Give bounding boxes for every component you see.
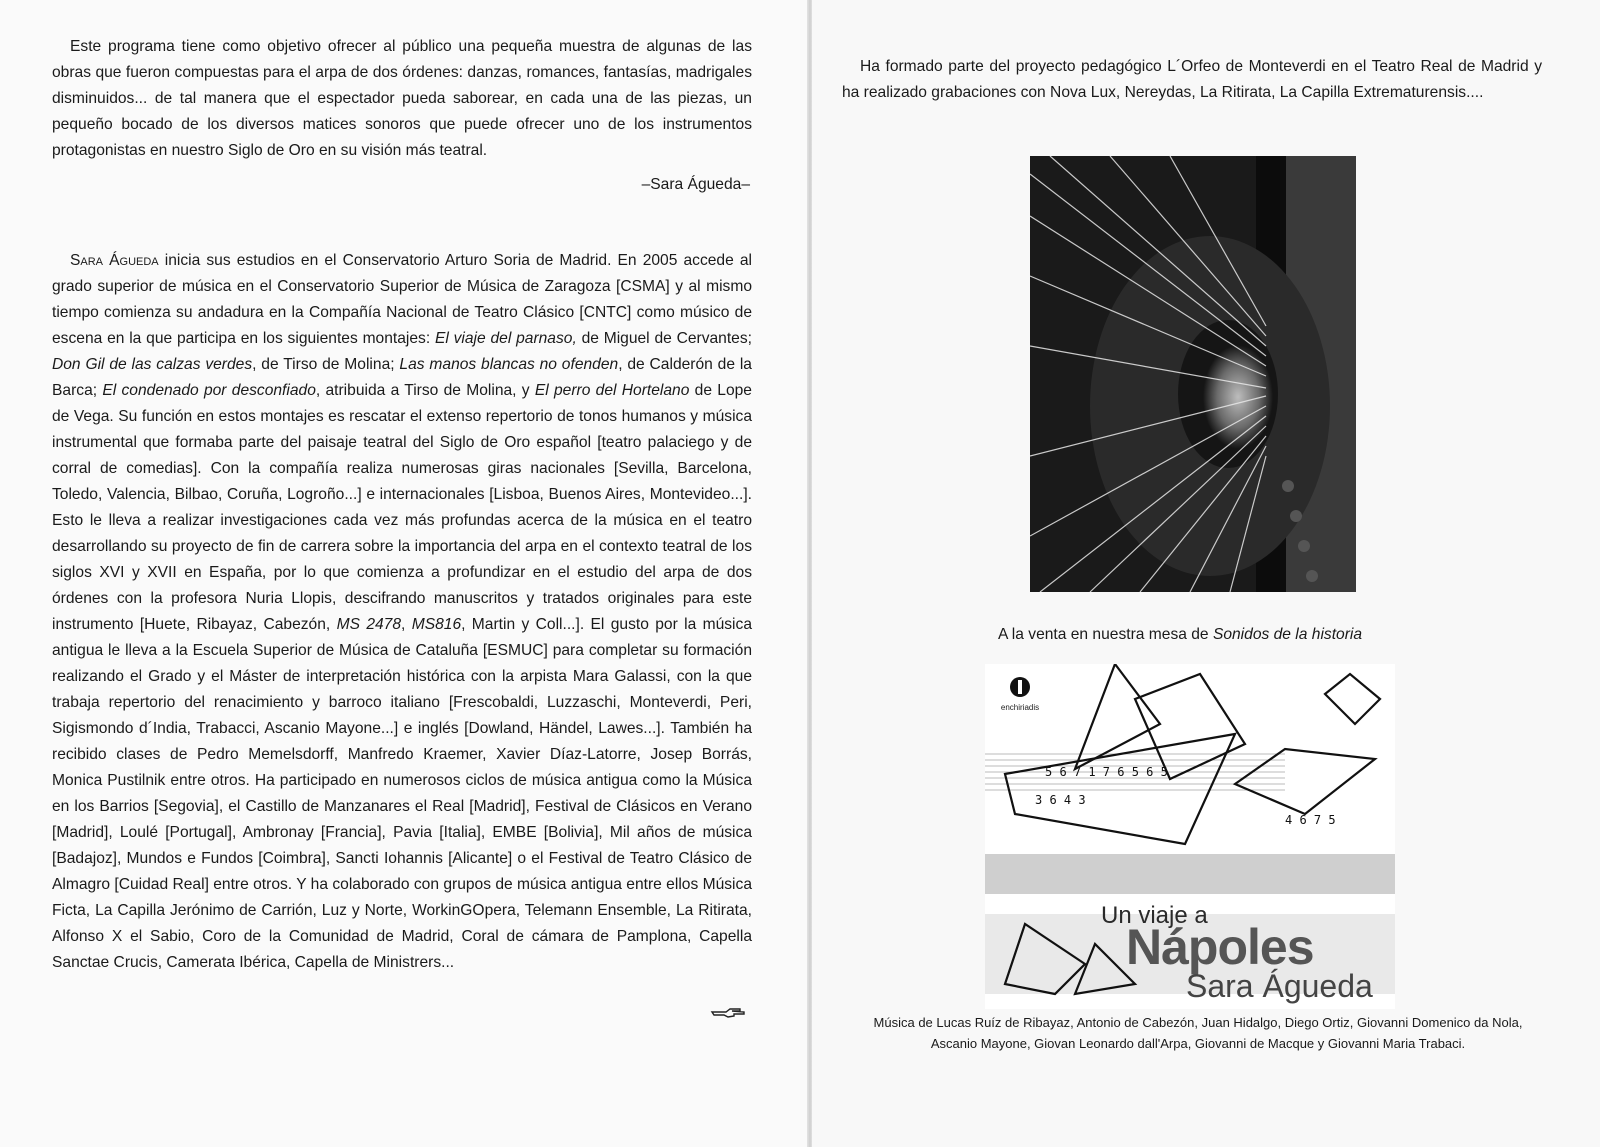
bio-segment: El perro del Hortelano bbox=[534, 382, 690, 399]
right-paragraph: Ha formado parte del proyecto pedagógico L´Orfeo de Monteverdi en el Teatro Real de Madrid y ha realizado grabaciones con Nova Lux, Nereydas, La Ritirata, La Capilla Extrematurensis.... bbox=[842, 58, 1542, 101]
signature: –Sara Águeda– bbox=[641, 176, 750, 193]
album-title-line1: Un viaje a bbox=[1101, 902, 1208, 929]
bio-segment: inicia sus estudios en el Conservatorio Arturo Soria de Madrid. En 2005 accede al grado superior de música en el Conservatorio Superior de Música de Zaragoza [CSMA] y al mismo tiempo comienza su andadura en la Compañía Nacional de Teatro Clásico [CNTC] como músico de escena en la que participa en los siguientes montajes: bbox=[52, 252, 752, 347]
bio-segment: de Lope de Vega. Su función en estos montajes es rescatar el extenso repertorio de tonos humanos y música instrumental que formaba parte del paisaje teatral del Siglo de Oro español [teatro palaciego y de corral de comedias]. Con la compañía realiza numerosas giras nacionales [Sevilla, Barcelona, Toledo, Valencia, Bilbao, Coruña, Logroño...] e internacionales [Lisboa, Buenos Aires, Montevideo...]. Esto le lleva a realizar investigaciones cada vez más profundas acerca de la música en el teatro desarrollando su proyecto de fin de carrera sobre la importancia del arpa en el contexto teatral de los siglos XVI y XVII en España, por lo que comienza a profundizar en el estudio del arpa de dos órdenes con la profesora Nuria Llopis, descifrando manuscritos y tratados originales para este instrumento [Huete, Ribayaz, Cabezón, bbox=[52, 382, 752, 633]
bio-segment: MS816 bbox=[411, 616, 462, 633]
bio-segment: El viaje del parnaso, bbox=[434, 330, 577, 347]
bio-segment: , de Tirso de Molina; bbox=[252, 356, 400, 373]
caption-text: A la venta en nuestra mesa de bbox=[997, 626, 1213, 643]
svg-text:3 6 4 3: 3 6 4 3 bbox=[1035, 793, 1086, 807]
bio-segment: Las manos blancas no ofenden bbox=[399, 356, 619, 373]
bio-segment: , atribuida a Tirso de Molina, y bbox=[315, 382, 535, 399]
caption-store-name: Sonidos de la historia bbox=[1212, 626, 1363, 643]
bio-segment: Don Gil de las calzas verdes bbox=[52, 356, 253, 373]
label-name: enchiriadis bbox=[1000, 703, 1040, 712]
harpist-photo bbox=[1030, 156, 1356, 592]
intro-paragraph: Este programa tiene como objetivo ofrecer al público una pequeña muestra de algunas de las obras que fueron compuestas para el arpa de dos órdenes: danzas, romances, fantasías, madrigales disminuidos... de tal manera que el espectador pueda saborear, en cada una de las piezas, un pequeño bocado de los diversos matices sonoros que puede ofrecer uno de los instrumentos protagonistas en nuestro Siglo de Oro en su visión más teatral. bbox=[52, 38, 752, 159]
bio-segment: El condenado por desconfiado bbox=[102, 382, 316, 399]
album-artist: Sara Águeda bbox=[1186, 968, 1373, 1004]
svg-text:5 6 7 1 7 6 5 6 5: 5 6 7 1 7 6 5 6 5 bbox=[1045, 765, 1168, 779]
album-credits: Música de Lucas Ruíz de Ribayaz, Antonio de Cabezón, Juan Hidalgo, Diego Ortiz, Giovanni Domenico da Nola, Ascanio Mayone, Giovan Leonardo dall'Arpa, Giovanni de Macque y Giovanni Maria Trabaci. bbox=[873, 1015, 1523, 1051]
enchiriadis-logo-icon bbox=[1009, 676, 1031, 698]
svg-text:4 6 7 5: 4 6 7 5 bbox=[1285, 813, 1336, 827]
label-logo bbox=[1000, 676, 1040, 712]
bio-segment: , de Calderón de la Barca; bbox=[52, 356, 752, 399]
bio-segment: de Miguel de Cervantes; bbox=[576, 330, 752, 347]
bio-segment: , bbox=[401, 616, 412, 633]
bio-segment: MS 2478 bbox=[336, 616, 402, 633]
pointing-hand-icon bbox=[710, 1004, 746, 1022]
bio-segment: , Martin y Coll...]. El gusto por la música antigua le lleva a la Escuela Superior de Música de Cataluña [ESMUC] para completar su formación realizando el Grado y el Máster de interpretación histórica con la arpista Mara Galassi, con la que trabaja repertorio del renacimiento y barroco italiano [Frescobaldi, Luzzaschi, Monteverdi, Peri, Sigismondo d´India, Trabacci, Ascanio Mayone...] e inglés [Dowland, Händel, Lawes...]. También ha recibido clases de Pedro Memelsdorff, Manfredo Kraemer, Xavier Díaz-Latorre, Josep Borrás, Monica Pustilnik entre otros. Ha participado en numerosos ciclos de música antigua como la Música en los Barrios [Segovia], el Castillo de Manzanares el Real [Madrid], Festival de Clásicos en Verano [Madrid], Loulé [Portugal], Ambronay [Francia], Pavia [Italia], EMBE [Bolivia], Mil años de música [Badajoz], Mundos e Fundos [Coimbra], Sancti Iohannis [Alicante] o el Festival de Teatro Clásico de Almagro [Cuidad Real] entre otros. Y ha colaborado con grupos de música antigua entre ellos Música Ficta, La Capilla Jerónimo de Carrión, Luz y Norte, WorkinGOpera, Telemann Ensemble, La Ritirata, Alfonso X el Sabio, Coro de la Comunidad de Madrid, Coral de cámara de Pamplona, Capella Sanctae Crucis, Camerata Ibérica, Capella de Ministrers... bbox=[52, 616, 752, 971]
sale-caption bbox=[830, 626, 1530, 644]
bio-segment: Sara Águeda bbox=[70, 252, 159, 269]
album-title-line2: Nápoles bbox=[1126, 919, 1314, 975]
bio-paragraph bbox=[52, 248, 752, 976]
